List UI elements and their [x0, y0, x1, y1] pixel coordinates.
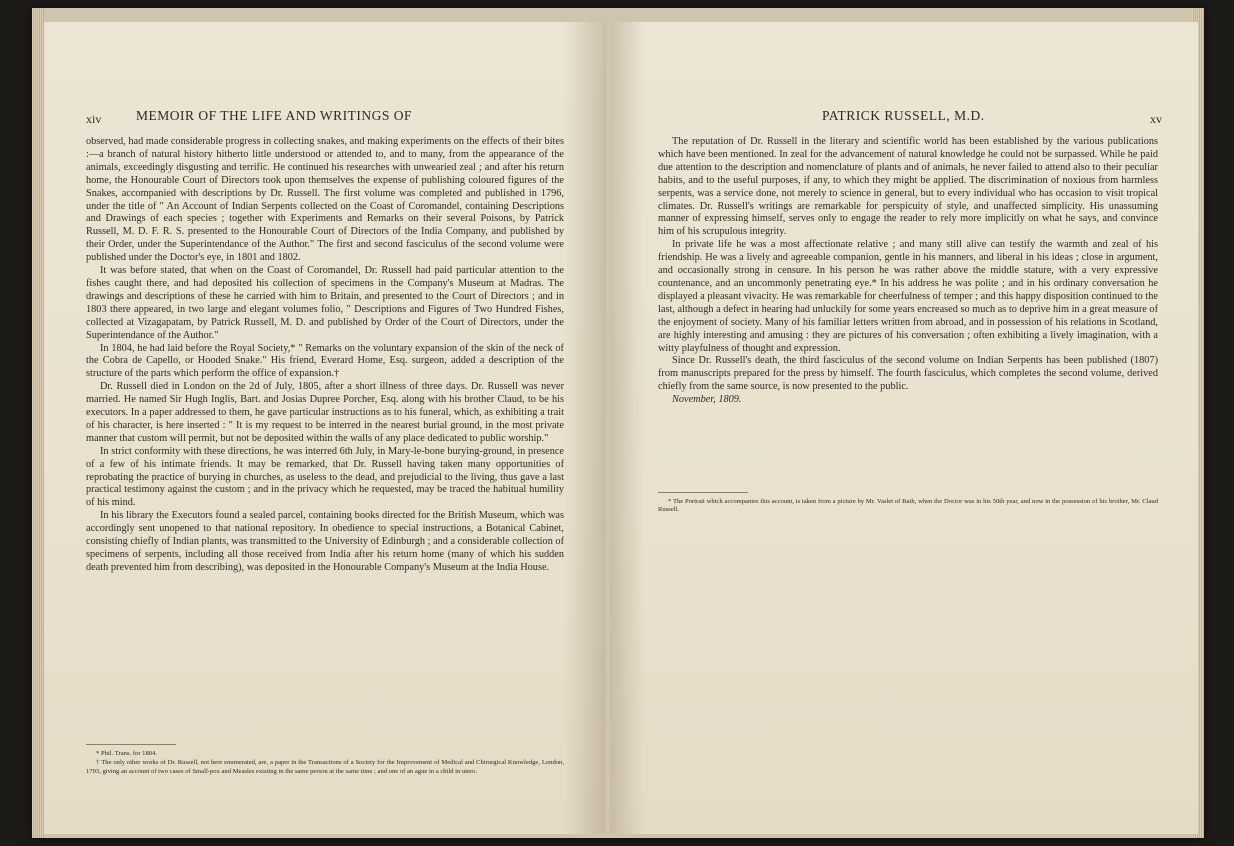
- running-head: PATRICK RUSSELL, M.D.: [822, 108, 985, 123]
- right-body-text: [658, 136, 1158, 407]
- paragraph: It was before stated, that when on the Coast of Coromandel, Dr. Russell had paid particular attention to the fishes caught there, and had deposited his collection of specimens in the Company's Museum at Madras. The drawings and descriptions of these he carried with him to Britain, and presented to the Court of Directors ; and in 1803 there appeared, in two large and elegant volumes folio, " Descriptions and Figures of Two Hundred Fishes, collected at Vizagapatam, by Patrick Russell, M. D. and published by Order of the Court of Directors, under the Superintendance of the Author.": [86, 265, 564, 341]
- footnote: † The only other works of Dr. Russell, not here enumerated, are, a paper in the Transactions of a Society for the Improvement of Medical and Chirurgical Knowledge, London, 1793, giving an account of two cases of Small-pox and Measles existing in the same person at the same time ; and one of an ague in a child in utero.: [86, 759, 564, 775]
- paragraph: observed, had made considerable progress in collecting snakes, and making experiments on the effects of their bites :—a branch of natural history hitherto little understood or attended to, and to many, from the appearance of the animals, exceedingly disgusting and terrific. He continued his researches with unwearied zeal ; and after his return home, the Honourable Court of Directors took upon themselves the expense of publishing coloured figures of the Snakes, accompanied with descriptions by Dr. Russell. The first volume was completed and published in 1796, under the title of " An Account of Indian Serpents collected on the Coast of Coromandel, containing Descriptions and Drawings of each species ; together with Experiments and Remarks on their several Poisons, by Patrick Russell, M. D. F. R. S. presented to the Honourable Court of Directors of the India Company, and published by their Order, under the Superintendance of the Author." The first and second fasciculus of the second volume were published under the Doctor's eye, in 1801 and 1802.: [86, 136, 564, 264]
- left-footnotes: [86, 750, 564, 777]
- right-page: [610, 22, 1198, 834]
- paragraph: In 1804, he had laid before the Royal Society,* " Remarks on the voluntary expansion of the skin of the neck of the Cobra de Capello, or Hooded Snake." His friend, Everard Home, Esq. surgeon, added a description of the structure of the parts which perform the office of expansion.†: [86, 342, 564, 380]
- right-footnotes: [658, 498, 1158, 516]
- paragraph: In private life he was a most affectionate relative ; and many still alive can testify the warmth and zeal of his friendship. He was a lively and agreeable companion, gentle in his manners, and liberal in his ideas ; close in argument, and occasionally strong in censure. In his person he was rather above the middle stature, with a very expressive countenance, and an uncommonly penetrating eye.* In his address he was polite ; and in his ordinary conversation he displayed a pleasant vivacity. He was remarkable for cheerfulness of temper ; and this happy disposition continued to the last, although a defect in hearing had unluckily for some years encreased so much as to deprive him in a great measure of the enjoyment of society. Many of his familiar letters written from abroad, and in possession of his relations in Scotland, are highly interesting and amusing : they are pictures of his conversation ; often exhibiting a lively imagination, with a witty playfulness of thought and expression.: [658, 239, 1158, 354]
- book-spread: [32, 8, 1204, 838]
- footnote-rule: [86, 744, 176, 745]
- page-number: xiv: [86, 112, 102, 126]
- footnote: * The Portrait which accompanies this account, is taken from a picture by Mr. Vaslet of Bath, when the Doctor was in his 50th year, and now in the possession of his brother, Mr. Claud Russell.: [658, 498, 1158, 514]
- paragraph: Dr. Russell died in London on the 2d of July, 1805, after a short illness of three days. Dr. Russell was never married. He named Sir Hugh Inglis, Bart. and Josias Dupree Porcher, Esq. along with his brother Claud, to be his executors. In a paper addressed to them, he gave particular instructions as to his funeral, which, as exhibiting a trait of his character, is here inserted : " It is my request to be interred in the nearest burial ground, in the most private manner that custom will permit, but not be deposited within the walls of any place dedicated to public worship.": [86, 381, 564, 444]
- paragraph: In strict conformity with these directions, he was interred 6th July, in Mary-le-bone burying-ground, in presence of a few of his intimate friends. It may be remarked, that Dr. Russell having taken many opportunities of reprobating the practice of burying in churches, as useless to the dead, and prejudicial to the living, thus gave a last practical testimony against the custom ; and in the privacy which he requested, may be traced the habitual humility of his mind.: [86, 445, 564, 509]
- left-body-text: [86, 136, 564, 575]
- paragraph: Since Dr. Russell's death, the third fasciculus of the second volume on Indian Serpents has been published (1807) from manuscripts prepared for the press by himself. The fourth fasciculus, which completes the second volume, derived chiefly from the same source, is now presented to the public.: [658, 355, 1158, 393]
- paragraph: In his library the Executors found a sealed parcel, containing books directed for the British Museum, which was accordingly sent unopened to that national repository. In obedience to special instructions, a Botanical Cabinet, consisting chiefly of Indian plants, was transmitted to the University of Edinburgh ; and a considerable collection of specimens of serpents, including all those received from India after his return home (many of which his sudden death prevented him from describing), was deposited in the Honourable Company's Museum at the India House.: [86, 510, 564, 573]
- left-page-edges: [32, 8, 44, 838]
- footnote: * Phil. Trans. for 1804.: [96, 750, 158, 757]
- running-head: MEMOIR OF THE LIFE AND WRITINGS OF: [136, 108, 413, 123]
- left-page: [44, 22, 605, 834]
- page-number: xv: [1150, 112, 1162, 126]
- footnote-rule: [658, 492, 748, 493]
- date-line: November, 1809.: [672, 394, 742, 406]
- paragraph: The reputation of Dr. Russell in the literary and scientific world has been established by the various publications which have been mentioned. In zeal for the advancement of natural knowledge he could not be surpassed. While he paid due attention to the description and nomenclature of plants and of animals, he never failed to attend also to their peculiar habits, and to the useful purposes, if any, to which they might be applied. The discrimination of noxious from harmless serpents, was a service done, not merely to science in general, but to every individual who has occasion to visit tropical climates. Dr. Russell's writings are remarkable for perspicuity of style, and unaffected simplicity. His unassuming manner of expressing himself, serves only to engage the reader to rely more implicitly on what he says, and convince him of his scrupulous integrity.: [658, 136, 1158, 238]
